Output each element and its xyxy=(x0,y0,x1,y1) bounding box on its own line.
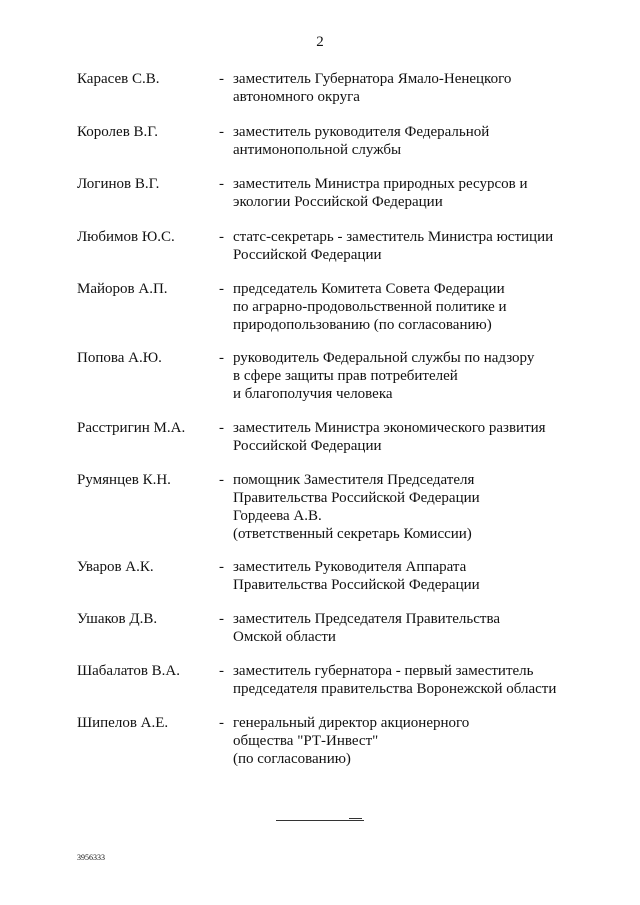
member-role xyxy=(233,662,603,698)
member-role-line: антимонопольной службы xyxy=(233,142,402,158)
member-role-line: заместитель Губернатора Ямало-Ненецкого xyxy=(233,71,512,87)
member-dash: - xyxy=(219,281,224,297)
member-role-line: общества "РТ-Инвест" xyxy=(233,733,379,749)
member-name: Любимов Ю.С. xyxy=(77,229,175,245)
page-number: 2 xyxy=(316,34,324,50)
member-dash: - xyxy=(219,715,224,731)
member-name: Румянцев К.Н. xyxy=(77,472,171,488)
member-role-line: Омской области xyxy=(233,629,336,645)
member-role-line: заместитель Министра экономического развития xyxy=(233,420,546,436)
member-role-line: Российской Федерации xyxy=(233,247,382,263)
member-role-line: (ответственный секретарь Комиссии) xyxy=(233,526,472,542)
member-role-line: экологии Российской Федерации xyxy=(233,194,443,210)
member-role-line: автономного округа xyxy=(233,89,360,105)
member-role-line: генеральный директор акционерного xyxy=(233,715,470,731)
member-role-line: и благополучия человека xyxy=(233,386,393,402)
member-role-line: заместитель руководителя Федеральной xyxy=(233,124,490,140)
member-role xyxy=(233,558,603,594)
end-rule xyxy=(276,820,364,821)
member-role xyxy=(233,228,603,264)
member-role-line: Гордеева А.В. xyxy=(233,508,322,524)
member-dash: - xyxy=(219,611,224,627)
member-dash: - xyxy=(219,663,224,679)
member-role xyxy=(233,419,603,455)
member-role xyxy=(233,471,603,543)
member-name: Майоров А.П. xyxy=(77,281,168,297)
member-dash: - xyxy=(219,71,224,87)
member-role-line: заместитель Председателя Правительства xyxy=(233,611,501,627)
member-dash: - xyxy=(219,559,224,575)
member-role-line: председателя правительства Воронежской области xyxy=(233,681,557,697)
member-role xyxy=(233,610,603,646)
member-name: Карасев С.В. xyxy=(77,71,160,87)
member-role-line: по аграрно-продовольственной политике и xyxy=(233,299,507,315)
member-name: Королев В.Г. xyxy=(77,124,159,140)
member-dash: - xyxy=(219,229,224,245)
member-role xyxy=(233,70,603,106)
member-role-line: Правительства Российской Федерации xyxy=(233,577,480,593)
document-code: 3956333 xyxy=(77,853,105,862)
member-dash: - xyxy=(219,472,224,488)
member-name: Уваров А.К. xyxy=(77,559,154,575)
member-dash: - xyxy=(219,176,224,192)
member-role xyxy=(233,175,603,211)
member-role-line: заместитель Министра природных ресурсов и xyxy=(233,176,528,192)
member-dash: - xyxy=(219,420,224,436)
member-dash: - xyxy=(219,350,224,366)
member-role-line: (по согласованию) xyxy=(233,751,351,767)
member-name: Ушаков Д.В. xyxy=(77,611,158,627)
member-role-line: заместитель Руководителя Аппарата xyxy=(233,559,467,575)
member-name: Попова А.Ю. xyxy=(77,350,162,366)
member-role xyxy=(233,123,603,159)
member-role-line: в сфере защиты прав потребителей xyxy=(233,368,458,384)
member-role-line: помощник Заместителя Председателя xyxy=(233,472,475,488)
end-rule-mark xyxy=(349,818,362,819)
member-role xyxy=(233,280,603,334)
member-role-line: руководитель Федеральной службы по надзору xyxy=(233,350,535,366)
member-role-line: статс-секретарь - заместитель Министра юстиции xyxy=(233,229,554,245)
member-role-line: заместитель губернатора - первый заместитель xyxy=(233,663,534,679)
member-role-line: Правительства Российской Федерации xyxy=(233,490,480,506)
member-role-line: председатель Комитета Совета Федерации xyxy=(233,281,505,297)
member-name: Логинов В.Г. xyxy=(77,176,160,192)
member-role-line: природопользованию (по согласованию) xyxy=(233,317,492,333)
member-role xyxy=(233,714,603,768)
member-name: Расстригин М.А. xyxy=(77,420,186,436)
member-role xyxy=(233,349,603,403)
member-name: Шипелов А.Е. xyxy=(77,715,169,731)
member-role-line: Российской Федерации xyxy=(233,438,382,454)
member-name: Шабалатов В.А. xyxy=(77,663,180,679)
member-dash: - xyxy=(219,124,224,140)
